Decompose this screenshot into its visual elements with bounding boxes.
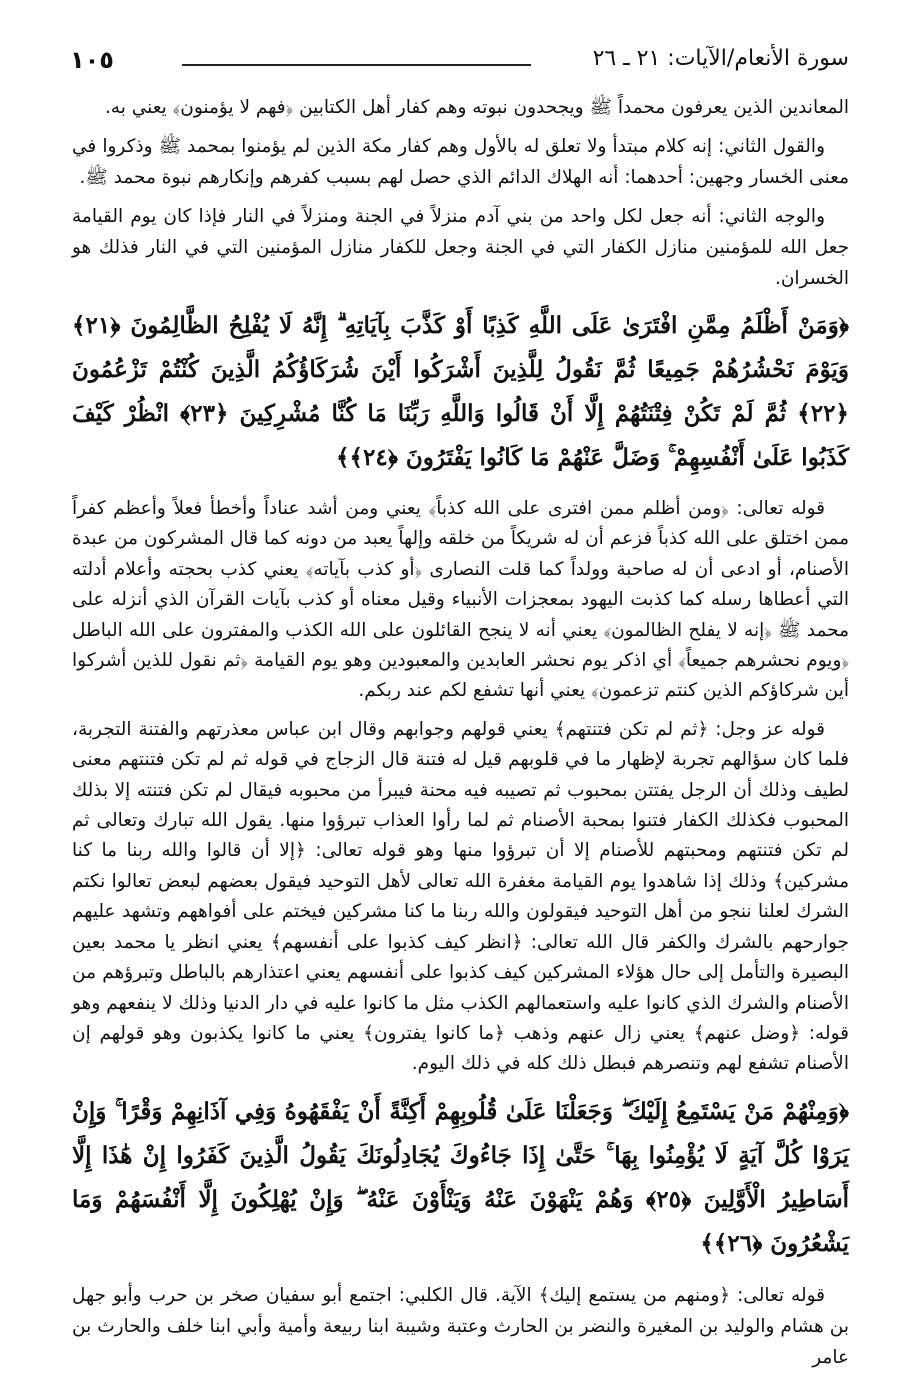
tafsir-paragraph: والقول الثاني: إنه كلام مبتدأ ولا تعلق له بالأول وهم كفار مكة الذين لم يؤمنوا بمحمد ﷺ وذكروا في معنى الخسار وجهين: أحدهما: أنه الهلاك الدائم الذي حصل لهم بسبب كفرهم وإنكارهم نبوة محمد ﷺ.: [72, 136, 849, 188]
running-title: سورة الأنعام/الآيات: ٢١ ـ ٢٦: [592, 46, 849, 71]
header-rule: [182, 64, 531, 66]
page-body: [72, 92, 849, 1377]
page-number: ١٠٥: [70, 46, 114, 74]
tafsir-paragraph: قوله تعالى: ﴿ومن أظلم ممن افترى على الله كذباً﴾ يعني ومن أشد عناداً وأخطأ فعلاً وأعظم كفراً ممن اختلق على الله كذباً فزعم أن له شريكاً من خلقه وإلهاً يعبد من دونه كما قال المشركون من عبدة الأصنام، أو ادعى أن له صاحبة وولداً كما قلت النصارى ﴿أو كذب بآياته﴾ يعني كذب بحجته وأعلام أدلته التي أعطاها رسله كما كذبت اليهود بمعجزات الأنبياء وقيل معناه أو كذب بآيات القرآن الذي أنزله على محمد ﷺ ﴿إنه لا يفلح الظالمون﴾ يعني أنه لا ينجح القائلون على الله الكذب والمفترون على الله الباطل ﴿ويوم نحشرهم جميعاً﴾ أي اذكر يوم نحشر العابدين والمعبودين وهو يوم القيامة ﴿ثم نقول للذين أشركوا أين شركاؤكم الذين كنتم تزعمون﴾ يعني أنها تشفع لكم عند ربكم.: [72, 498, 849, 702]
quran-verse-block: ﴿وَمَنْ أَظْلَمُ مِمَّنِ افْتَرَىٰ عَلَى اللَّهِ كَذِبًا أَوْ كَذَّبَ بِآيَاتِهِ ۗ إِنَّهُ لَا يُفْلِحُ الظَّالِمُونَ ﴿٢١﴾ وَيَوْمَ نَحْشُرُهُمْ جَمِيعًا ثُمَّ نَقُولُ لِلَّذِينَ أَشْرَكُوا أَيْنَ شُرَكَاؤُكُمُ الَّذِينَ كُنْتُمْ تَزْعُمُونَ ﴿٢٢﴾ ثُمَّ لَمْ تَكُنْ فِتْنَتُهُمْ إِلَّا أَنْ قَالُوا وَاللَّهِ رَبِّنَا مَا كُنَّا مُشْرِكِينَ ﴿٢٣﴾ انْظُرْ كَيْفَ كَذَبُوا عَلَىٰ أَنْفُسِهِمْ ۚ وَضَلَّ عَنْهُمْ مَا كَانُوا يَفْتَرُونَ ﴿٢٤﴾﴾: [72, 312, 849, 471]
tafsir-paragraph: قوله تعالى: ﴿ومنهم من يستمع إليك﴾ الآية. قال الكلبي: اجتمع أبو سفيان صخر بن حرب وأبو جهل بن هشام والوليد بن المغيرة والنضر بن الحارث وعتبة وشيبة ابنا ربيعة وأمية وأبي ابنا خلف والحارث بن عامر: [72, 1284, 849, 1368]
tafsir-paragraph: والوجه الثاني: أنه جعل لكل واحد من بني آدم منزلاً في الجنة ومنزلاً في النار فإذا كان يوم القيامة جعل الله للمؤمنين منازل الكفار التي في الجنة وجعل للكفار منازل المؤمنين التي في النار فذلك هو الخسران.: [72, 206, 849, 289]
quran-verse-block: ﴿وَمِنْهُمْ مَنْ يَسْتَمِعُ إِلَيْكَ ۖ وَجَعَلْنَا عَلَىٰ قُلُوبِهِمْ أَكِنَّةً أَنْ يَفْقَهُوهُ وَفِي آذَانِهِمْ وَقْرًا ۚ وَإِنْ يَرَوْا كُلَّ آيَةٍ لَا يُؤْمِنُوا بِهَا ۚ حَتَّىٰ إِذَا جَاءُوكَ يُجَادِلُونَكَ يَقُولُ الَّذِينَ كَفَرُوا إِنْ هَٰذَا إِلَّا أَسَاطِيرُ الْأَوَّلِينَ ﴿٢٥﴾ وَهُمْ يَنْهَوْنَ عَنْهُ وَيَنْأَوْنَ عَنْهُ ۖ وَإِنْ يُهْلِكُونَ إِلَّا أَنْفُسَهُمْ وَمَا يَشْعُرُونَ ﴿٢٦﴾﴾: [72, 1097, 849, 1257]
page-header: [70, 44, 849, 84]
tafsir-paragraph: قوله عز وجل: ﴿ثم لم تكن فتنتهم﴾ يعني قولهم وجوابهم وقال ابن عباس معذرتهم والفتنة التجربة، فلما كان سؤالهم تجربة لإظهار ما في قلوبهم قيل له فتنة قال الزجاج في قوله ثم لم تكن فتنتهم معنى لطيف وذلك أن الرجل يفتتن بمحبوب ثم تصيبه فيه محنة فيبرأ من محبوبه فيقال لم تكن فتنته إلا بذلك المحبوب فكذلك الكفار فتنوا بمحبة الأصنام ثم لما رأوا العذاب تبرؤوا منها. يقول الله تبارك وتعالى ثم لم تكن فتنتهم ومحبتهم للأصنام إلا أن تبرؤوا منها وهو قوله تعالى: ﴿إلا أن قالوا والله ربنا ما كنا مشركين﴾ وذلك إذا شاهدوا يوم القيامة مغفرة الله تعالى لأهل التوحيد فيقول بعضهم لبعض تعالوا نكتم الشرك لعلنا ننجو من أهل التوحيد فيقولون والله ربنا ما كنا مشركين فيختم على أفواههم وتشهد عليهم جوارحهم بالشرك والكفر قال الله تعالى: ﴿انظر كيف كذبوا على أنفسهم﴾ يعني انظر يا محمد بعين البصيرة والتأمل إلى حال هؤلاء المشركين كيف كذبوا على أنفسهم يعني اعتذارهم بالباطل وتبرؤهم من الأصنام والشرك الذي كانوا عليه واستعمالهم الكذب مثل ما كانوا عليه في دار الدنيا وذلك لا ينفعهم وهو قوله: ﴿وضل عنهم﴾ يعني زال عنهم وذهب ﴿ما كانوا يفترون﴾ يعني ما كانوا يكذبون وهو قولهم إن الأصنام تشفع لهم وتنصرهم فبطل ذلك كله في ذلك اليوم.: [72, 718, 849, 1075]
tafsir-paragraph: المعاندين الذين يعرفون محمداً ﷺ ويجحدون نبوته وهم كفار أهل الكتابين ﴿فهم لا يؤمنون﴾ يعني به.: [104, 97, 849, 118]
